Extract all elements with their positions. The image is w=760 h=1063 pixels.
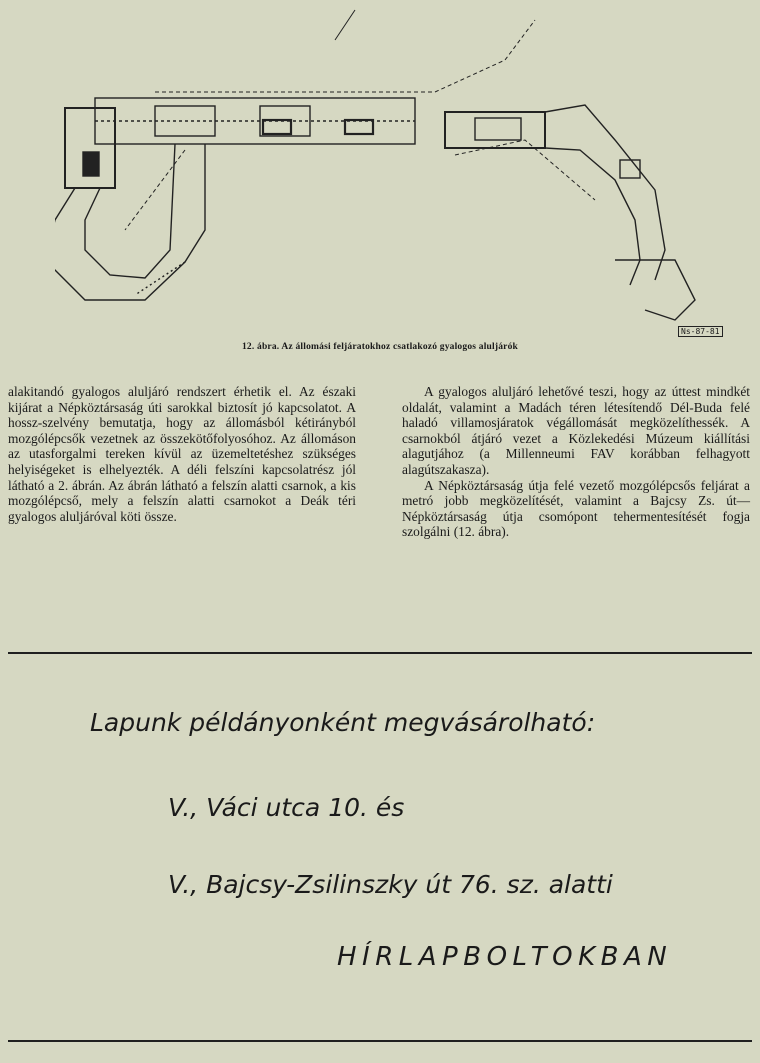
station-plan-figure xyxy=(55,0,725,340)
divider-bottom xyxy=(8,1040,752,1042)
advert-line-3: V., Bajcsy-Zsilinszky út 76. sz. alatti xyxy=(168,870,613,899)
article-right-paragraph-2: A Népköztársaság útja felé vezető mozgólépcsős feljárat a metró jobb megközelítését, valamint a Bajcsy Zs. út—Népköztársaság útja csomópont tehermentesítését fogja szolgálni (12. ábra). xyxy=(402,477,750,540)
advert-line-4: HÍRLAPBOLTOKBAN xyxy=(337,942,673,972)
advert-line-1: Lapunk példányonként megvásárolható: xyxy=(90,708,596,737)
divider-top xyxy=(8,652,752,654)
article-left-paragraph: alakitandó gyalogos aluljáró rendszert érhetik el. Az északi kijárat a Népköztársaság úti sarokkal biztosít jó kapcsolatot. A hossz-szelvény bemutatja, hogy az állomásból kétirányból mozgólépcsők vezetnek az összekötőfolyosóhoz. Az állomáson az utasforgalmi tereken kívül az üzemeltetéshez szükséges helyiségeket is elhelyezték. A déli felszíni kapcsolatrész jól látható a 2. ábrán. Az ábrán látható a felszín alatti csarnok, a kis mozgólépcső, mely a felszín alatti csarnokot a Deák téri gyalogos aluljáróval köti össze. xyxy=(8,384,356,524)
advert-line-2: V., Váci utca 10. és xyxy=(168,793,405,822)
article-left-column xyxy=(8,384,356,524)
article-right-paragraph-1: A gyalogos aluljáró lehetővé teszi, hogy az úttest mindkét oldalát, valamint a Madách téren létesítendő Dél-Buda felé haladó villamosjáratok végállomását megközelíthessék. A csarnokból átjáró vezet a Közlekedési Múzeum kiállítási alagutjához (a Millenneumi FAV korábban felhagyott alagútszakasza). xyxy=(402,384,750,477)
article-right-column xyxy=(402,384,750,540)
figure-code: Ns-87-81 xyxy=(678,326,723,337)
figure-caption: 12. ábra. Az állomási feljáratokhoz csatlakozó gyalogos aluljárók xyxy=(241,342,519,352)
station-plan-drawing xyxy=(55,0,725,340)
